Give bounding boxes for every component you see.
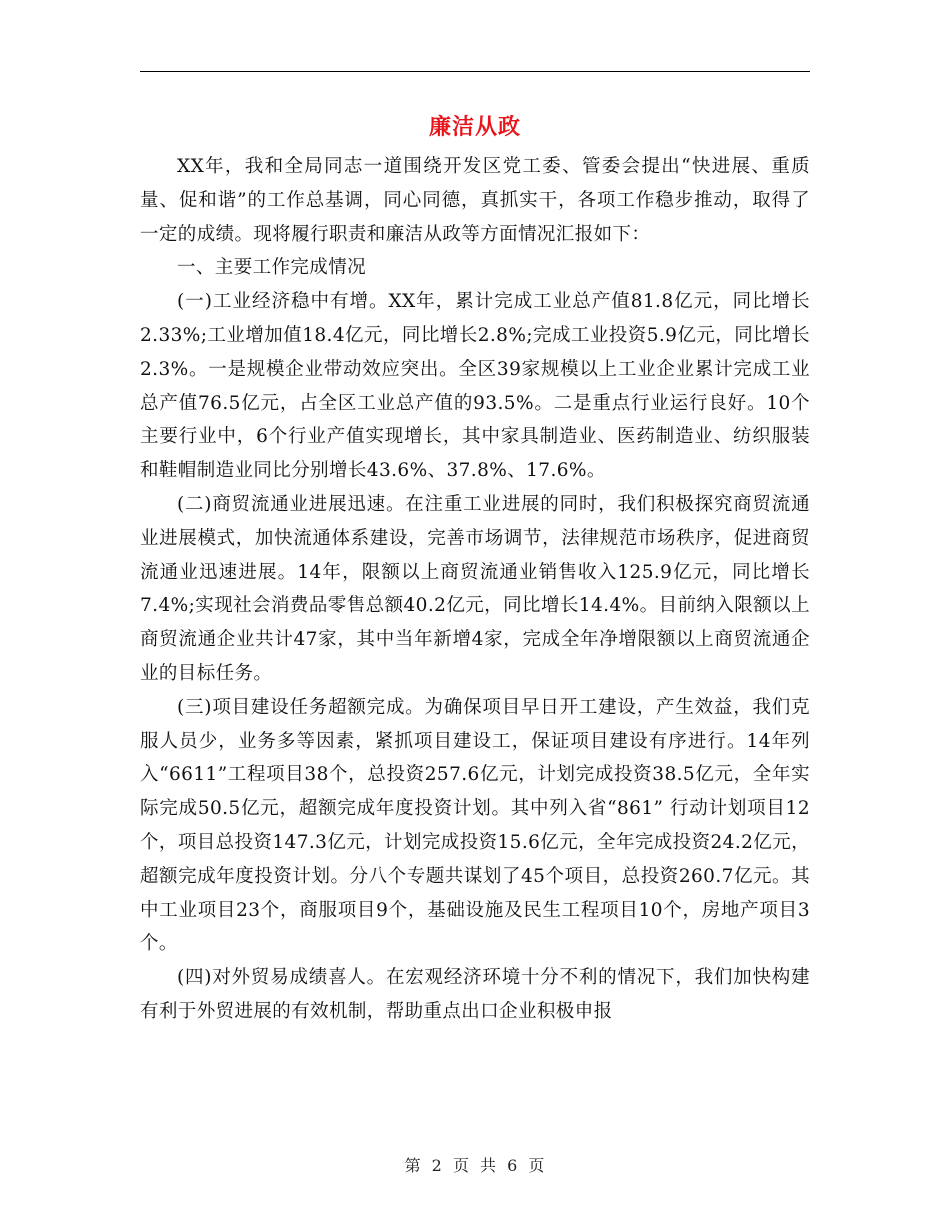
paragraph-commerce: (二)商贸流通业进展迅速。在注重工业进展的同时，我们积极探究商贸流通业进展模式，加快流通体系建设，完善市场调节，法律规范市场秩序，促进商贸流通业迅速进展。14年，限额以上商贸流通业销售收入125.9亿元，同比增长7.4%;实现社会消费品零售总额40.2亿元，同比增长14.4%。目前纳入限额以上商贸流通企业共计47家，其中当年新增4家，完成全年净增限额以上商贸流通企业的目标任务。 <box>140 493 810 684</box>
paragraph-trade: (四)对外贸易成绩喜人。在宏观经济环境十分不利的情况下，我们加快构建有利于外贸进展的有效机制，帮助重点出口企业积极申报 <box>140 967 810 1022</box>
paragraph-projects: (三)项目建设任务超额完成。为确保项目早日开工建设，产生效益，我们克服人员少，业务多等因素，紧抓项目建设工，保证项目建设有序进行。14年列入“6611”工程项目38个，总投资257.6亿元，计划完成投资38.5亿元，全年实际完成50.5亿元，超额完成年度投资计划。其中列入省“861” 行动计划项目12个，项目总投资147.3亿元，计划完成投资15.6亿元，全年完成投资24.2亿元，超额完成年度投资计划。分八个专题共谋划了45个项目，总投资260.7亿元。其中工业项目23个，商服项目9个，基础设施及民生工程项目10个，房地产项目3个。 <box>140 696 810 955</box>
paragraph-intro: XX年，我和全局同志一道围绕开发区党工委、管委会提出“快进展、重质量、促和谐”的工作总基调，同心同德，真抓实干，各项工作稳步推动，取得了一定的成绩。现将履行职责和廉洁从政等方面情况汇报如下： <box>140 156 810 245</box>
document-title: 廉洁从政 <box>428 114 521 140</box>
page-number: 第 2 页 共 6 页 <box>404 1156 546 1175</box>
document-body <box>140 150 810 1029</box>
paragraph-industry: (一)工业经济稳中有增。XX年，累计完成工业总产值81.8亿元，同比增长2.33%;工业增加值18.4亿元，同比增长2.8%;完成工业投资5.9亿元，同比增长2.3%。一是规模企业带动效应突出。全区39家规模以上工业企业累计完成工业总产值76.5亿元，占全区工业总产值的93.5%。二是重点行业运行良好。10个主要行业中，6个行业产值实现增长，其中家具制造业、医药制造业、纺织服装和鞋帽制造业同比分别增长43.6%、37.8%、17.6%。 <box>140 291 810 482</box>
header-rule <box>140 71 810 72</box>
section-heading: 一、主要工作完成情况 <box>177 257 367 279</box>
